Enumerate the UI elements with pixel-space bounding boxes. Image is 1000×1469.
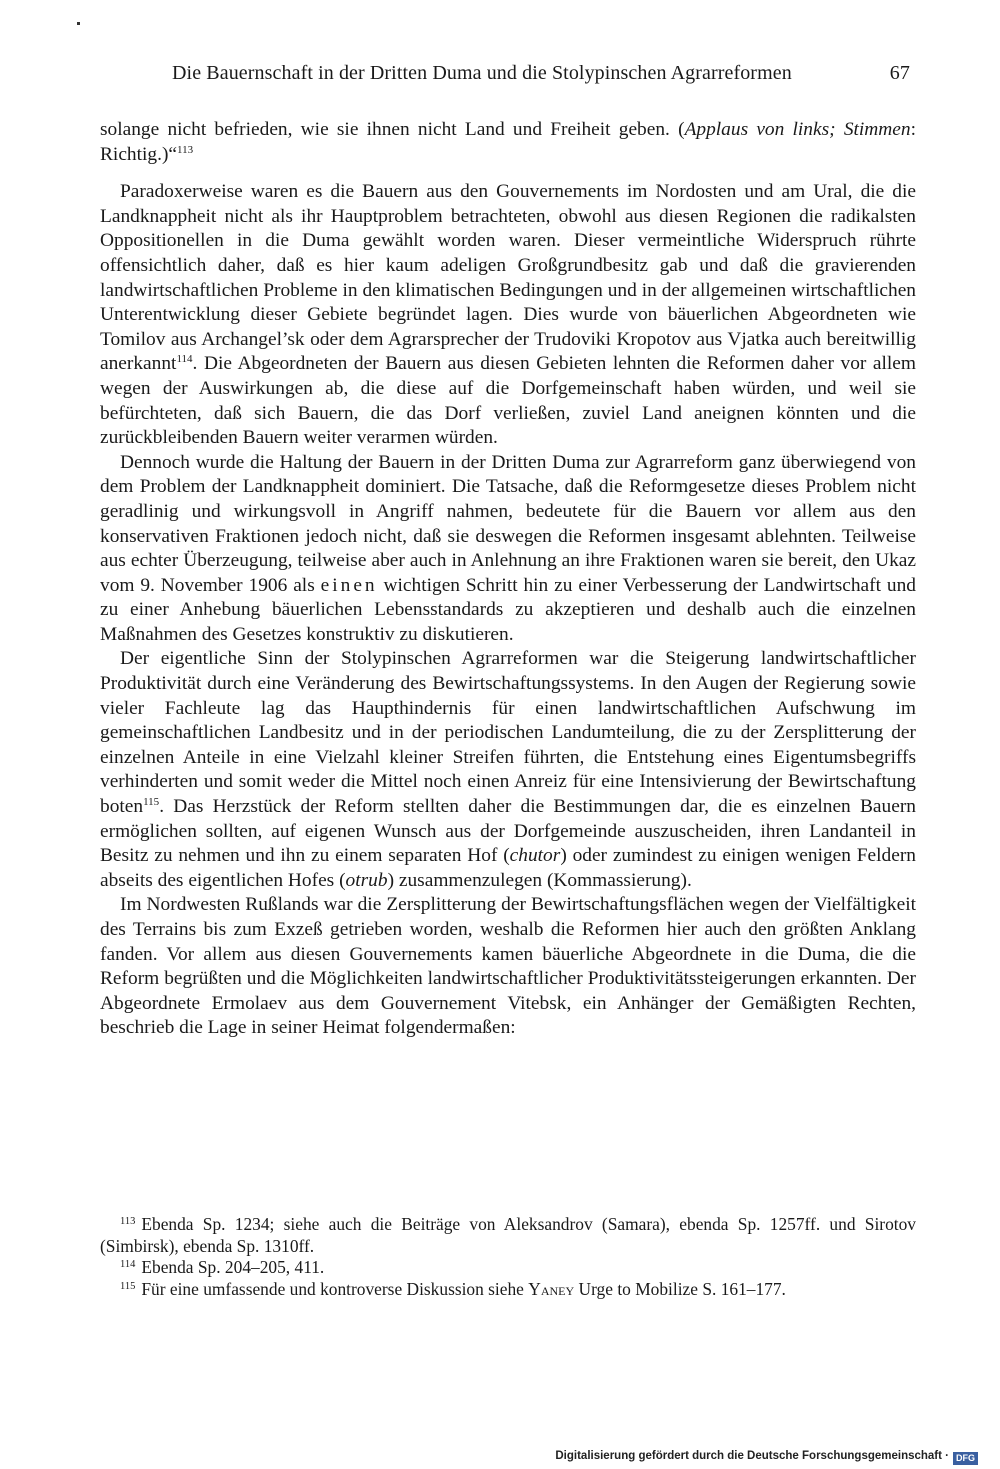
footnote: $^{115}$ Für eine umfassende und kontroverse Diskussion siehe Yaney Urge to Mobilize S. 161–177. [120, 1278, 786, 1299]
dfg-logo: DFG [953, 1452, 978, 1465]
author-name: Yaney [528, 1278, 575, 1299]
footnote-number: 115 [120, 1280, 136, 1292]
paragraph: Im Nordwesten Rußlands war die Zersplitterung der Bewirtschaftungsflächen wegen der Vielfältigkeit des Terrains bis zum Exzeß getrieben worden, weshalb die Reformen hier auch den größten Anklang fanden. Vor allem aus diesen Gouvernements kamen bäuerliche Abgeordnete in die Duma, die die Reform begrüßten und die Möglichkeiten landwirtschaftlicher Produktivitätssteigerungen erkannten. Der Abgeordnete Ermolaev aus dem Gouvernement Vitebsk, ein Anhänger der Gemäßigten Rechten, beschrieb die Lage in seiner Heimat folgendermaßen: [100, 894, 916, 1039]
footnote-ref-113[interactable]: 113 [177, 143, 194, 156]
footnote: $^{113}$ Ebenda Sp. 1234; siehe auch die Beiträge von Aleksandrov (Samara), ebenda Sp. 1257ff. und Sirotov (Simbirsk), ebenda Sp. 1310ff. [100, 1214, 916, 1256]
digitization-credit: Digitalisierung gefördert durch die Deutsche Forschungsgemeinschaft · DFG [555, 1450, 978, 1465]
paragraph: Paradoxerweise waren es die Bauern aus den Gouvernements im Nordosten und am Ural, die die Landknappheit nicht als ihr Hauptproblem betrachteten, obwohl aus diesen Regionen die radikalsten Oppositionellen in die Duma gewählt worden waren. Dieser vermeintliche Widerspruch rührte offensichtlich daher, daß es hier kaum adeligen Großgrundbesitz gab und daß die gravierenden landwirtschaftlichen Probleme in den klimatischen Bedingungen und in der allgemeinen wirtschaftlichen Unterentwicklung dieser Gebiete begründet lagen. Dies wurde von bäuerlichen Abgeordneten wie Tomilov aus Archangel’sk oder dem Agrarsprecher der Trudoviki Kropotov aus Vjatka auch bereitwillig anerkannt$^{114}$. Die Abgeordneten der Bauern aus diesen Gebieten lehnten die Reformen daher vor allem wegen der Auswirkungen ab, die diese auf die Dorfgemeinschaft haben würden, und weil sie befürchteten, daß sich Bauern, die das Dorf verließen, zuviel Land aneignen könnten und die zurückbleibenden Bauern weiter verarmen würden. [100, 181, 916, 449]
footnote-number: 113 [120, 1216, 136, 1227]
scan-speck [77, 22, 80, 25]
body-text [100, 118, 916, 1041]
footnote-ref-115[interactable]: 115 [143, 796, 160, 809]
page-number: 67 [889, 62, 910, 84]
footnote-number: 114 [120, 1259, 136, 1270]
paragraph-quote-end: solange nicht befrieden, wie sie ihnen nicht Land und Freiheit geben. (Applaus von links; Stimmen: Richtig.)“$^{113}$ [100, 119, 916, 165]
running-title: Die Bauernschaft in der Dritten Duma und die Stolypinschen Agrarreformen [172, 62, 792, 84]
footnote-ref-114[interactable]: 114 [176, 353, 193, 366]
paragraph: Dennoch wurde die Haltung der Bauern in der Dritten Duma zur Agrarreform ganz überwiegend von dem Problem der Landknappheit dominiert. Die Tatsache, daß die Reformgesetze dieses Problem nicht geradlinig und wirkungsvoll in Angriff nahmen, bedeutete für die Bauern vor allem aus den konservativen Fraktionen jedoch nicht, daß sie deswegen die Reformen insgesamt ablehnten. Teilweise aus echter Überzeugung, teilweise aber auch in Anlehnung an ihre Fraktionen waren sie bereit, den Ukaz vom 9. November 1906 als einen wichtigen Schritt hin zu einer Verbesserung der Landwirtschaft und zu einer Anhebung bäuerlichen Lebensstandards zu akzeptieren und deshalb auch die einzelnen Maßnahmen des Gesetzes konstruktiv zu diskutieren. [100, 451, 916, 645]
emphasis-spaced: einen [320, 574, 378, 596]
footnotes [100, 1214, 916, 1300]
paragraph: Der eigentliche Sinn der Stolypinschen Agrarreformen war die Steigerung landwirtschaftlicher Produktivität durch eine Veränderung des Bewirtschaftungssystems. In den Augen der Regierung sowie vieler Fachleute lag das Haupthindernis für einen landwirtschaftlichen Aufschwung im gemeinschaftlichen Landbesitz und in der periodischen Landumteilung, die zu der Zersplitterung der einzelnen Anteile in eine Vielzahl kleiner Streifen führten, die Entstehung eines Eigentumsbegriffs verhinderten und somit weder die Mittel noch einen Anreiz für eine Intensivierung der Bewirtschaftung boten$^{115}$. Das Herzstück der Reform stellten daher die Bestimmungen dar, die es einzelnen Bauern ermöglichen sollten, auf eigenen Wunsch aus der Dorfgemeinde auszuscheiden, ihren Landanteil in Besitz zu nehmen und ihn zu einem separaten Hof (chutor) oder zumindest zu einigen wenigen Feldern abseits des eigentlichen Hofes (otrub) zusammenzulegen (Kommassierung). [100, 648, 916, 891]
running-header [100, 62, 910, 96]
footnote: $^{114}$ Ebenda Sp. 204–205, 411. [120, 1257, 325, 1277]
